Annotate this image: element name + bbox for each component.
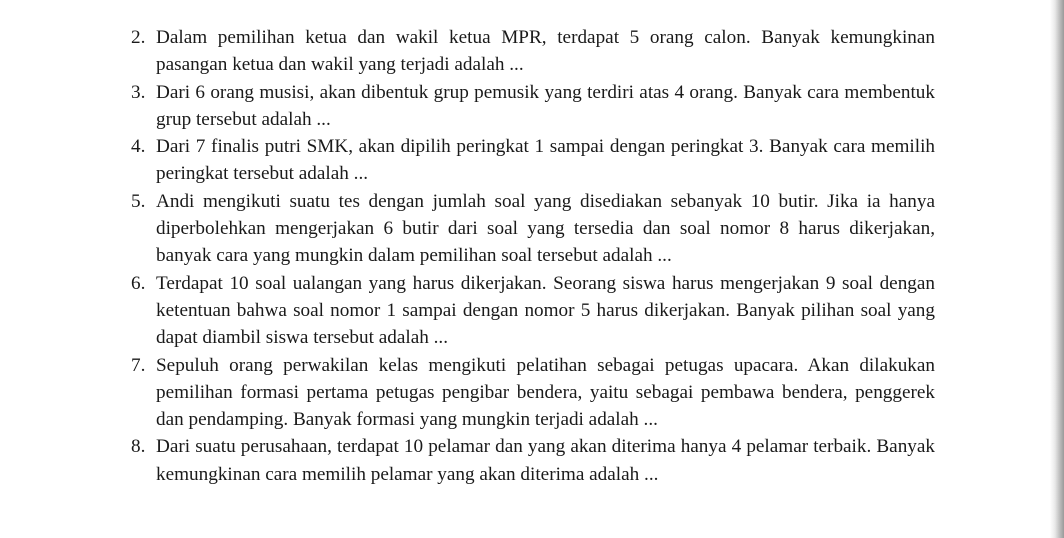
question-text: Dari 7 finalis putri SMK, akan dipilih peringkat 1 sampai dengan peringkat 3. Banyak cara memilih peringkat tersebut adalah ... xyxy=(156,136,935,185)
question-item-3 xyxy=(131,79,935,134)
question-text: Dari suatu perusahaan, terdapat 10 pelamar dan yang akan diterima hanya 4 pelamar terbaik. Banyak kemungkinan cara memilih pelamar yang akan diterima adalah ... xyxy=(156,436,935,485)
question-item-7 xyxy=(131,352,935,434)
question-list xyxy=(131,24,935,488)
question-text: Dalam pemilihan ketua dan wakil ketua MPR, terdapat 5 orang calon. Banyak kemungkinan pasangan ketua dan wakil yang terjadi adalah ... xyxy=(156,27,935,76)
question-number: 7. xyxy=(131,354,146,376)
question-number: 6. xyxy=(131,272,146,294)
question-text: Sepuluh orang perwakilan kelas mengikuti pelatihan sebagai petugas upacara. Akan dilakukan pemilihan formasi pertama petugas pengibar bendera, yaitu sebagai pembawa bendera, penggerek dan pendamping. Banyak formasi yang mungkin terjadi adalah ... xyxy=(156,354,935,431)
question-item-6 xyxy=(131,270,935,352)
question-item-4 xyxy=(131,133,935,188)
question-number: 5. xyxy=(131,190,146,212)
question-text: Terdapat 10 soal ualangan yang harus dikerjakan. Seorang siswa harus mengerjakan 9 soal dengan ketentuan bahwa soal nomor 1 sampai dengan nomor 5 harus dikerjakan. Banyak pilihan soal yang dapat diambil siswa tersebut adalah ... xyxy=(156,272,935,349)
question-text: Andi mengikuti suatu tes dengan jumlah soal yang disediakan sebanyak 10 butir. Jika ia hanya diperbolehkan mengerjakan 6 butir dari soal yang tersedia dan soal nomor 8 harus dikerjakan, banyak cara yang mungkin dalam pemilihan soal tersebut adalah ... xyxy=(156,190,935,267)
question-number: 4. xyxy=(131,136,146,158)
question-text: Dari 6 orang musisi, akan dibentuk grup pemusik yang terdiri atas 4 orang. Banyak cara membentuk grup tersebut adalah ... xyxy=(156,81,935,130)
question-item-5 xyxy=(131,188,935,270)
question-number: 3. xyxy=(131,81,146,103)
question-item-2 xyxy=(131,24,935,79)
question-number: 2. xyxy=(131,27,146,48)
page-edge-shadow xyxy=(1050,0,1064,538)
question-number: 8. xyxy=(131,436,146,458)
question-item-8 xyxy=(131,433,935,488)
